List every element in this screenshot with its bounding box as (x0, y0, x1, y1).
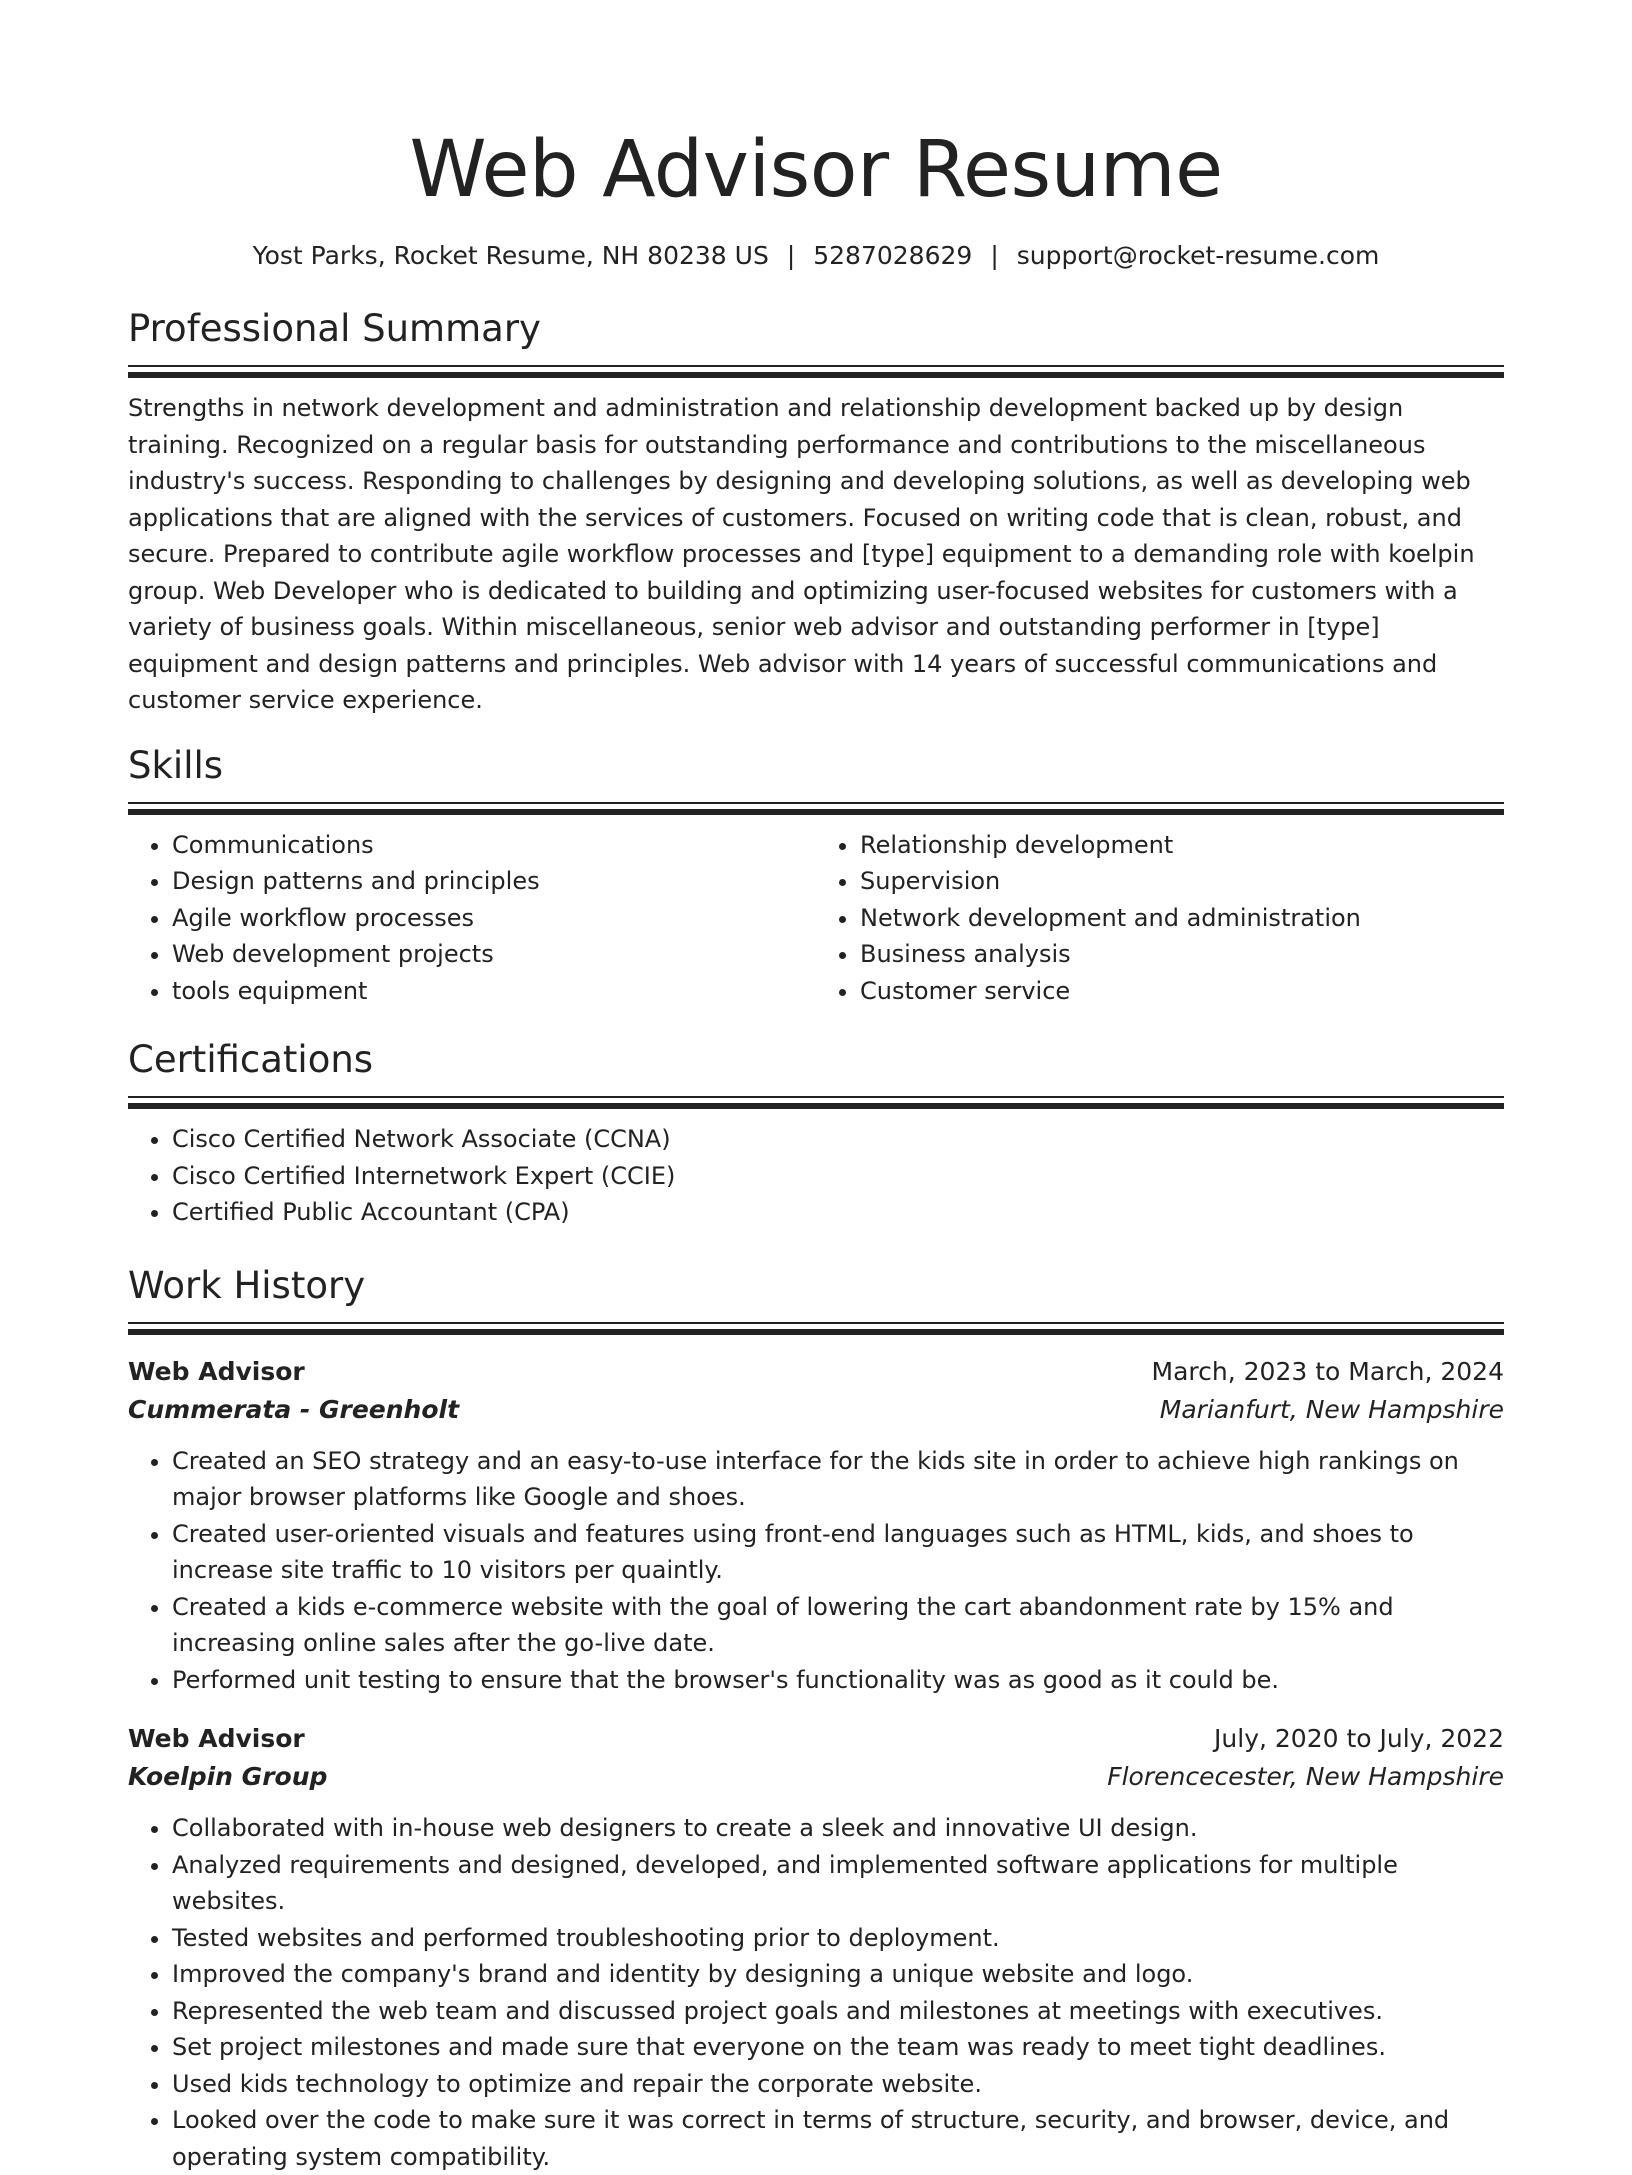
job-title: Web Advisor (128, 1353, 305, 1391)
section-divider (128, 365, 1504, 378)
job-entry (128, 1353, 1504, 1699)
job-dates: March, 2023 to March, 2024 (1152, 1353, 1504, 1391)
section-heading-skills: Skills (128, 741, 1504, 791)
job-location: Marianfurt, New Hampshire (1160, 1391, 1504, 1429)
skill-item: • tools equipment (172, 973, 816, 1010)
job-bullet: • Collaborated with in-house web designers to create a sleek and innovative UI design. (172, 1810, 1504, 1847)
contact-address: Yost Parks, Rocket Resume, NH 80238 US (253, 241, 769, 270)
job-bullet: • Created an SEO strategy and an easy-to-use interface for the kids site in order to achieve high rankings on major browser platforms like Google and shoes. (172, 1443, 1504, 1516)
job-location: Florencecester, New Hampshire (1107, 1758, 1504, 1796)
job-entry (128, 1720, 1504, 2175)
skills-columns (128, 827, 1504, 1010)
job-bullet: • Represented the web team and discussed project goals and milestones at meetings with executives. (172, 1993, 1504, 2030)
job-company-row (128, 1758, 1504, 1796)
certification-item: • Cisco Certified Network Associate (CCNA) (172, 1121, 1504, 1158)
summary-section (128, 304, 1504, 719)
skills-section (128, 741, 1504, 1010)
skill-item: • Web development projects (172, 936, 816, 973)
job-bullet: • Analyzed requirements and designed, developed, and implemented software applications for multiple websites. (172, 1847, 1504, 1920)
job-bullet: • Set project milestones and made sure that everyone on the team was ready to meet tight deadlines. (172, 2029, 1504, 2066)
job-title: Web Advisor (128, 1720, 305, 1758)
job-company: Cummerata - Greenholt (128, 1391, 459, 1429)
contact-phone: 5287028629 (813, 241, 972, 270)
skill-item: • Relationship development (860, 827, 1504, 864)
skill-item: • Agile workflow processes (172, 900, 816, 937)
job-bullet: • Created a kids e-commerce website with the goal of lowering the cart abandonment rate by 15% and increasing online sales after the go-live date. (172, 1589, 1504, 1662)
job-bullet: • Used kids technology to optimize and repair the corporate website. (172, 2066, 1504, 2103)
job-bullet: • Created user-oriented visuals and features using front-end languages such as HTML, kids, and shoes to increase site traffic to 10 visitors per quaintly. (172, 1516, 1504, 1589)
section-heading-work-history: Work History (128, 1261, 1504, 1311)
certification-item: • Cisco Certified Internetwork Expert (CCIE) (172, 1158, 1504, 1195)
section-divider (128, 1096, 1504, 1109)
job-header-row (128, 1720, 1504, 1758)
skill-item: • Business analysis (860, 936, 1504, 973)
section-divider (128, 802, 1504, 815)
certification-item: • Certified Public Accountant (CPA) (172, 1194, 1504, 1231)
job-bullets (128, 1443, 1504, 1699)
certifications-list (128, 1121, 1504, 1231)
job-header-row (128, 1353, 1504, 1391)
skills-list-left (128, 827, 816, 1010)
job-bullet: • Looked over the code to make sure it was correct in terms of structure, security, and browser, device, and operating system compatibility. (172, 2102, 1504, 2175)
section-divider (128, 1322, 1504, 1335)
job-company-row (128, 1391, 1504, 1429)
skill-item: • Network development and administration (860, 900, 1504, 937)
job-bullet: • Tested websites and performed troubleshooting prior to deployment. (172, 1920, 1504, 1957)
skill-item: • Supervision (860, 863, 1504, 900)
contact-separator: | (990, 238, 998, 274)
contact-line (128, 238, 1504, 274)
job-bullet: • Improved the company's brand and identity by designing a unique website and logo. (172, 1956, 1504, 1993)
skill-item: • Customer service (860, 973, 1504, 1010)
job-company: Koelpin Group (128, 1758, 327, 1796)
work-history-section (128, 1261, 1504, 2175)
job-bullet: • Performed unit testing to ensure that the browser's functionality was as good as it could be. (172, 1662, 1504, 1699)
summary-text: Strengths in network development and administration and relationship development backed up by design training. Recognized on a regular basis for outstanding performance and contributions to the miscellaneous industry's success. Responding to challenges by designing and developing solutions, as well as developing web applications that are aligned with the services of customers. Focused on writing code that is clean, robust, and secure. Prepared to contribute agile workflow processes and [type] equipment to a demanding role with koelpin group. Web Developer who is dedicated to building and optimizing user-focused websites for customers with a variety of business goals. Within miscellaneous, senior web advisor and outstanding performer in [type] equipment and design patterns and principles. Web advisor with 14 years of successful communications and customer service experience. (128, 390, 1504, 719)
resume-title: Web Advisor Resume (128, 118, 1504, 222)
section-heading-certifications: Certifications (128, 1035, 1504, 1085)
skills-list-right (816, 827, 1504, 1010)
section-heading-summary: Professional Summary (128, 304, 1504, 354)
contact-email: support@rocket-resume.com (1017, 241, 1380, 270)
certifications-section (128, 1035, 1504, 1231)
job-dates: July, 2020 to July, 2022 (1214, 1720, 1504, 1758)
skill-item: • Design patterns and principles (172, 863, 816, 900)
job-bullets (128, 1810, 1504, 2175)
contact-separator: | (787, 238, 795, 274)
skill-item: • Communications (172, 827, 816, 864)
